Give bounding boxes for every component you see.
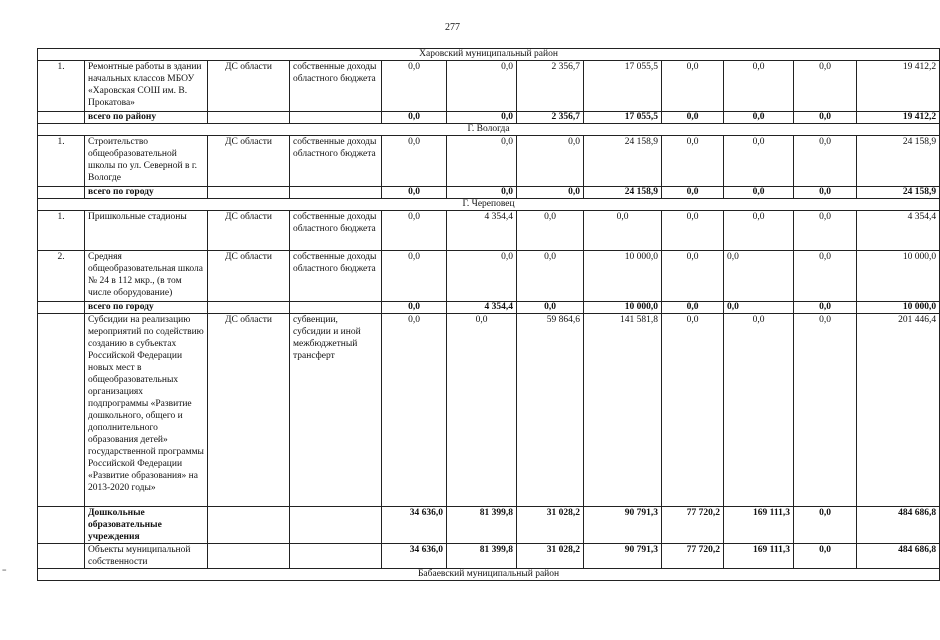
total-value: 0,0: [794, 112, 857, 124]
total-value: 0,0: [662, 302, 724, 314]
value-cell: 0,0: [382, 251, 447, 302]
value-cell: 0,0: [794, 251, 857, 302]
summary-value: 34 636,0: [382, 507, 447, 544]
object-name: Строительство общеобразовательной школы по ул. Северной в г. Вологде: [85, 136, 208, 187]
total-value: 0,0: [724, 187, 794, 199]
value-cell: 201 446,4: [857, 314, 940, 507]
value-cell: 0,0: [724, 211, 794, 251]
summary-value: 81 399,8: [447, 507, 517, 544]
value-cell: 10 000,0: [857, 251, 940, 302]
value-cell: 0,0: [724, 314, 794, 507]
value-cell: 0,0: [724, 61, 794, 112]
total-value: 0,0: [382, 187, 447, 199]
section-title: Бабаевский муниципальный район: [38, 569, 940, 581]
total-value: 4 354,4: [447, 302, 517, 314]
value-cell: 0,0: [584, 211, 662, 251]
value-cell: 0,0: [724, 136, 794, 187]
edge-mark: =: [2, 566, 7, 575]
empty-cell: [290, 544, 382, 569]
value-cell: 0,0: [382, 211, 447, 251]
total-value: 19 412,2: [857, 112, 940, 124]
value-cell: 0,0: [662, 314, 724, 507]
empty-cell: [290, 187, 382, 199]
total-value: 10 000,0: [857, 302, 940, 314]
value-cell: 19 412,2: [857, 61, 940, 112]
value-cell: 0,0: [662, 61, 724, 112]
summary-row: [38, 507, 940, 544]
value-cell: 0,0: [447, 136, 517, 187]
value-cell: 0,0: [447, 61, 517, 112]
total-value: 10 000,0: [584, 302, 662, 314]
empty-cell: [38, 112, 85, 124]
funding-source: собственные доходы областного бюджета: [290, 211, 382, 251]
value-cell: 0,0: [662, 211, 724, 251]
value-cell: 0,0: [794, 211, 857, 251]
customer-cell: ДС области: [208, 61, 290, 112]
summary-value: 90 791,3: [584, 544, 662, 569]
value-cell: 0,0: [662, 136, 724, 187]
total-value: 2 356,7: [517, 112, 584, 124]
value-cell: 24 158,9: [584, 136, 662, 187]
table-row: [38, 136, 940, 187]
value-cell: 141 581,8: [584, 314, 662, 507]
empty-cell: [38, 544, 85, 569]
empty-cell: [208, 544, 290, 569]
summary-label: Объекты муниципальной собственности: [85, 544, 208, 569]
value-cell: 2 356,7: [517, 61, 584, 112]
total-value: 0,0: [724, 302, 794, 314]
summary-value: 169 111,3: [724, 544, 794, 569]
total-row: [38, 187, 940, 199]
value-cell: 0,0: [382, 314, 447, 507]
total-value: 24 158,9: [584, 187, 662, 199]
summary-value: 90 791,3: [584, 507, 662, 544]
value-cell: 0,0: [382, 136, 447, 187]
row-index: 1.: [38, 136, 85, 187]
empty-cell: [38, 507, 85, 544]
summary-value: 77 720,2: [662, 507, 724, 544]
empty-cell: [208, 507, 290, 544]
total-label: всего по городу: [85, 187, 208, 199]
section-header-row: [38, 124, 940, 136]
summary-value: 34 636,0: [382, 544, 447, 569]
value-cell: 0,0: [794, 314, 857, 507]
total-value: 0,0: [382, 112, 447, 124]
section-header-row: [38, 199, 940, 211]
empty-cell: [290, 507, 382, 544]
funding-source: собственные доходы областного бюджета: [290, 136, 382, 187]
value-cell: 0,0: [724, 251, 794, 302]
section-header-row: [38, 49, 940, 61]
value-cell: 0,0: [447, 251, 517, 302]
summary-value: 169 111,3: [724, 507, 794, 544]
customer-cell: ДС области: [208, 251, 290, 302]
value-cell: 4 354,4: [857, 211, 940, 251]
summary-value: 31 028,2: [517, 507, 584, 544]
summary-value: 77 720,2: [662, 544, 724, 569]
value-cell: 10 000,0: [584, 251, 662, 302]
value-cell: 0,0: [794, 61, 857, 112]
object-name: Субсидии на реализацию мероприятий по содействию созданию в субъектах Российской Федерации новых мест в общеобразовательных организациях подпрограммы «Развитие дошкольного, общего и дополнительного образования детей» государственной программы Российской Федерации «Развитие образования» на 2013-2020 годы»: [85, 314, 208, 507]
summary-label: Дошкольные образовательные учреждения: [85, 507, 208, 544]
empty-cell: [290, 112, 382, 124]
total-value: 24 158,9: [857, 187, 940, 199]
summary-value: 484 686,8: [857, 507, 940, 544]
total-row: [38, 302, 940, 314]
summary-value: 484 686,8: [857, 544, 940, 569]
value-cell: 0,0: [794, 136, 857, 187]
table-row: [38, 251, 940, 302]
section-title: Харовский муниципальный район: [38, 49, 940, 61]
value-cell: 0,0: [517, 251, 584, 302]
value-cell: 0,0: [382, 61, 447, 112]
row-index: 1.: [38, 211, 85, 251]
empty-cell: [290, 302, 382, 314]
row-index: 2.: [38, 251, 85, 302]
summary-value: 0,0: [794, 544, 857, 569]
total-value: 0,0: [517, 187, 584, 199]
empty-cell: [38, 187, 85, 199]
value-cell: 17 055,5: [584, 61, 662, 112]
summary-value: 31 028,2: [517, 544, 584, 569]
total-value: 0,0: [517, 302, 584, 314]
section-header-row: [38, 569, 940, 581]
total-row: [38, 112, 940, 124]
table-row: [38, 314, 940, 507]
budget-table: [37, 48, 940, 581]
value-cell: 59 864,6: [517, 314, 584, 507]
empty-cell: [38, 314, 85, 507]
empty-cell: [208, 187, 290, 199]
total-value: 0,0: [447, 187, 517, 199]
total-value: 0,0: [724, 112, 794, 124]
summary-value: 81 399,8: [447, 544, 517, 569]
total-label: всего по городу: [85, 302, 208, 314]
funding-source: субвенции, субсидии и иной межбюджетный трансферт: [290, 314, 382, 507]
total-value: 0,0: [662, 112, 724, 124]
section-title: Г. Вологда: [38, 124, 940, 136]
row-index: 1.: [38, 61, 85, 112]
total-value: 0,0: [382, 302, 447, 314]
page-number: 277: [445, 22, 460, 33]
total-value: 0,0: [662, 187, 724, 199]
value-cell: 0,0: [517, 136, 584, 187]
table-row: [38, 61, 940, 112]
customer-cell: ДС области: [208, 211, 290, 251]
object-name: Ремонтные работы в здании начальных классов МБОУ «Харовская СОШ им. В. Прокатова»: [85, 61, 208, 112]
customer-cell: ДС области: [208, 314, 290, 507]
object-name: Пришкольные стадионы: [85, 211, 208, 251]
total-value: 0,0: [794, 302, 857, 314]
total-value: 0,0: [447, 112, 517, 124]
value-cell: 24 158,9: [857, 136, 940, 187]
total-value: 17 055,5: [584, 112, 662, 124]
value-cell: 0,0: [662, 251, 724, 302]
customer-cell: ДС области: [208, 136, 290, 187]
table-row: [38, 211, 940, 251]
summary-value: 0,0: [794, 507, 857, 544]
object-name: Средняя общеобразовательная школа № 24 в 112 мкр., (в том числе оборудование): [85, 251, 208, 302]
summary-row: [38, 544, 940, 569]
total-value: 0,0: [794, 187, 857, 199]
funding-source: собственные доходы областного бюджета: [290, 251, 382, 302]
value-cell: 0,0: [447, 314, 517, 507]
empty-cell: [38, 302, 85, 314]
section-title: Г. Череповец: [38, 199, 940, 211]
value-cell: 4 354,4: [447, 211, 517, 251]
value-cell: 0,0: [517, 211, 584, 251]
funding-source: собственные доходы областного бюджета: [290, 61, 382, 112]
empty-cell: [208, 112, 290, 124]
total-label: всего по району: [85, 112, 208, 124]
empty-cell: [208, 302, 290, 314]
